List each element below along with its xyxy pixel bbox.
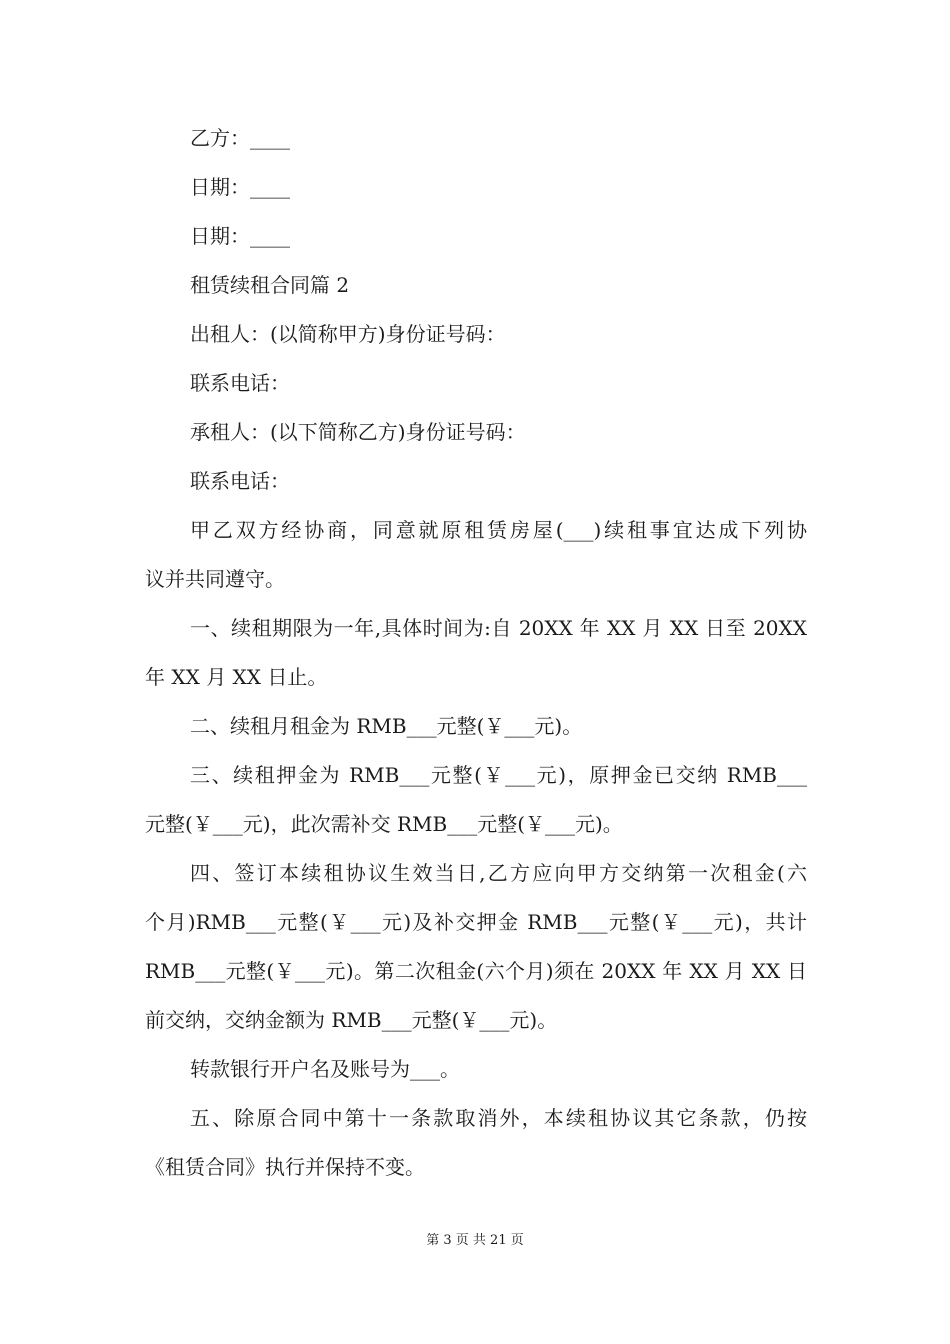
clause-4-line: 四、签订本续租协议生效当日,乙方应向甲方交纳第一次租金(六 (190, 861, 807, 885)
lessor-phone-line: 联系电话： (190, 371, 290, 395)
clause-4-line: 个月)RMB___元整(￥___元)及补交押金 RMB___元整(￥___元)，共计 (145, 910, 807, 934)
clause-1-line: 年 XX 月 XX 日止。 (145, 665, 328, 689)
clause-1-line: 一、续租期限为一年,具体时间为:自 20XX 年 XX 月 XX 日至 20XX (190, 616, 807, 640)
paragraph-line: 议并共同遵守。 (145, 567, 285, 591)
clause-3-line: 三、续租押金为 RMB___元整(￥___元)，原押金已交纳 RMB___ (190, 763, 807, 787)
bank-account-line: 转款银行开户名及账号为___。 (190, 1057, 460, 1081)
paragraph-line: 甲乙双方经协商，同意就原租赁房屋(___)续租事宜达成下列协 (190, 518, 807, 542)
page-number: 第 3 页 共 21 页 (426, 1233, 524, 1248)
clause-5-line: 五、除原合同中第十一条款取消外，本续租协议其它条款，仍按 (190, 1106, 807, 1130)
lessee-phone-line: 联系电话： (190, 469, 290, 493)
clause-2-line: 二、续租月租金为 RMB___元整(￥___元)。 (190, 714, 583, 738)
document-body (145, 114, 807, 1192)
clause-4-line: RMB___元整(￥___元)。第二次租金(六个月)须在 20XX 年 XX 月 XX 日 (145, 959, 807, 983)
lessor-line: 出租人：(以简称甲方)身份证号码： (190, 322, 506, 346)
clause-4-line: 前交纳，交纳金额为 RMB___元整(￥___元)。 (145, 1008, 558, 1032)
clause-5-line: 《租赁合同》执行并保持不变。 (145, 1155, 425, 1179)
date-line: 日期：____ (190, 175, 290, 199)
date-line: 日期：____ (190, 224, 290, 248)
clause-3-line: 元整(￥___元)，此次需补交 RMB___元整(￥___元)。 (145, 812, 623, 836)
lessee-line: 承租人：(以下简称乙方)身份证号码： (190, 420, 526, 444)
party-b-line: 乙方：____ (190, 126, 290, 150)
section-heading: 租赁续租合同篇 2 (190, 273, 350, 297)
